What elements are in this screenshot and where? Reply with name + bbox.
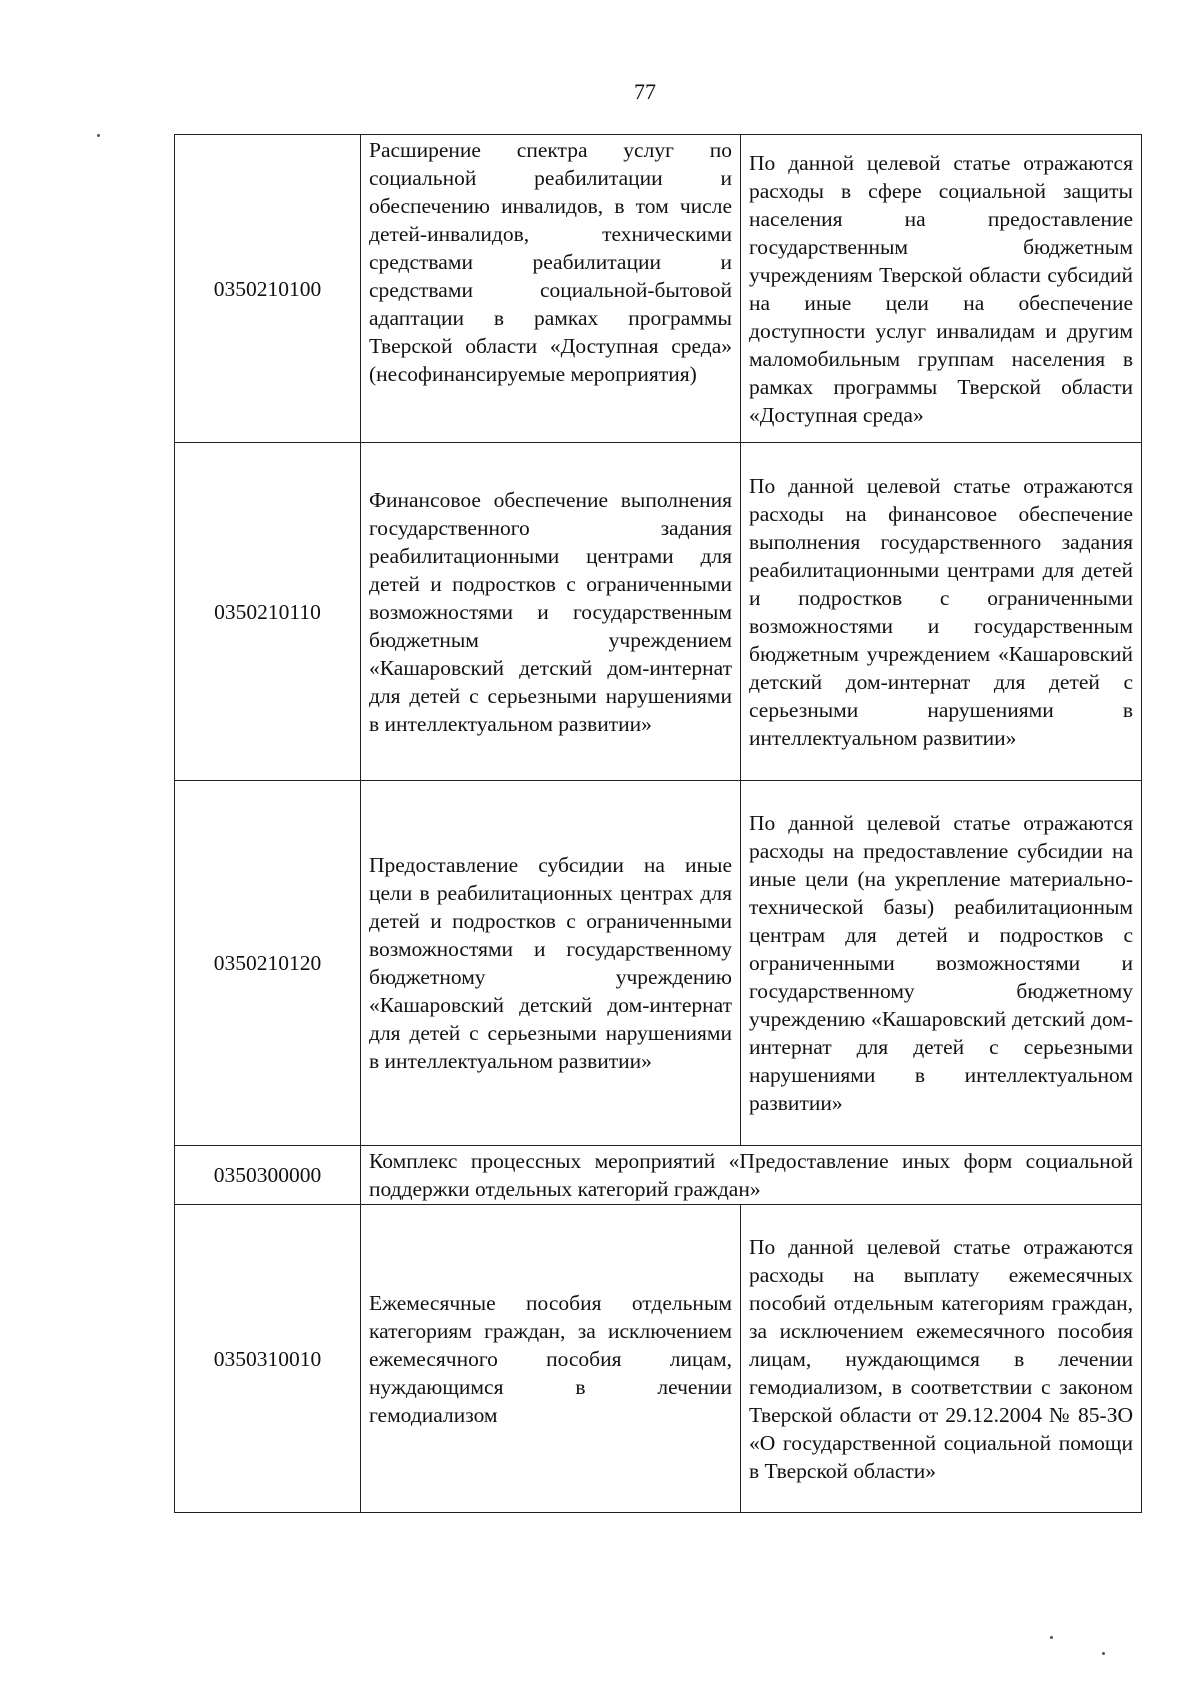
item-description-cell: По данной целевой статье отражаются расходы в сфере социальной защиты населения на предоставление государственным бюджетным учреждениям Тверской области субсидий на иные цели на обеспечение доступности услуг инвалидам и другим маломобильным группам населения в рамках программы Тверской области «Доступная среда» bbox=[741, 135, 1142, 443]
scan-speck bbox=[97, 134, 100, 137]
table-row bbox=[175, 1205, 1142, 1513]
scan-speck bbox=[1050, 1636, 1053, 1639]
scan-speck bbox=[1102, 1652, 1105, 1655]
target-code-cell: 0350310010 bbox=[175, 1205, 361, 1513]
item-name-cell: Расширение спектра услуг по социальной реабилитации и обеспечению инвалидов, в том числе детей-инвалидов, техническими средствами реабилитации и средствами социальной-бытовой адаптации в рамках программы Тверской области «Доступная среда» (несофинансируемые мероприятия) bbox=[361, 135, 741, 443]
item-description-cell: По данной целевой статье отражаются расходы на выплату ежемесячных пособий отдельным категориям граждан, за исключением ежемесячного пособия лицам, нуждающимся в лечении гемодиализом, в соответствии с законом Тверской области от 29.12.2004 № 85-ЗО «О государственной социальной помощи в Тверской области» bbox=[741, 1205, 1142, 1513]
item-description-cell: По данной целевой статье отражаются расходы на финансовое обеспечение выполнения государственного задания реабилитационными центрами для детей и подростков с ограниченными возможностями и государственным бюджетным учреждением «Кашаровский детский дом-интернат для детей с серьезными нарушениями в интеллектуальном развитии» bbox=[741, 443, 1142, 781]
target-code-cell: 0350210110 bbox=[175, 443, 361, 781]
table-row bbox=[175, 443, 1142, 781]
table-row bbox=[175, 135, 1142, 443]
item-description-cell: По данной целевой статье отражаются расходы на предоставление субсидии на иные цели (на укрепление материально-технической базы) реабилитационным центрам для детей и подростков с ограниченными возможностями и государственному бюджетному учреждению «Кашаровский детский дом-интернат для детей с серьезными нарушениями в интеллектуальном развитии» bbox=[741, 781, 1142, 1146]
item-name-cell: Финансовое обеспечение выполнения государственного задания реабилитационными центрами для детей и подростков с ограниченными возможностями и государственным бюджетным учреждением «Кашаровский детский дом-интернат для детей с серьезными нарушениями в интеллектуальном развитии» bbox=[361, 443, 741, 781]
section-title-cell: Комплекс процессных мероприятий «Предоставление иных форм социальной поддержки отдельных категорий граждан» bbox=[361, 1146, 1142, 1205]
table-row bbox=[175, 1146, 1142, 1205]
item-name-cell: Ежемесячные пособия отдельным категориям граждан, за исключением ежемесячного пособия лицам, нуждающимся в лечении гемодиализом bbox=[361, 1205, 741, 1513]
page-number: 77 bbox=[634, 79, 656, 104]
target-items-table bbox=[174, 134, 1142, 1513]
item-name-cell: Предоставление субсидии на иные цели в реабилитационных центрах для детей и подростков с ограниченными возможностями и государственному бюджетному учреждению «Кашаровский детский дом-интернат для детей с серьезными нарушениями в интеллектуальном развитии» bbox=[361, 781, 741, 1146]
target-code-cell: 0350300000 bbox=[175, 1146, 361, 1205]
table-row bbox=[175, 781, 1142, 1146]
target-code-cell: 0350210100 bbox=[175, 135, 361, 443]
target-code-cell: 0350210120 bbox=[175, 781, 361, 1146]
